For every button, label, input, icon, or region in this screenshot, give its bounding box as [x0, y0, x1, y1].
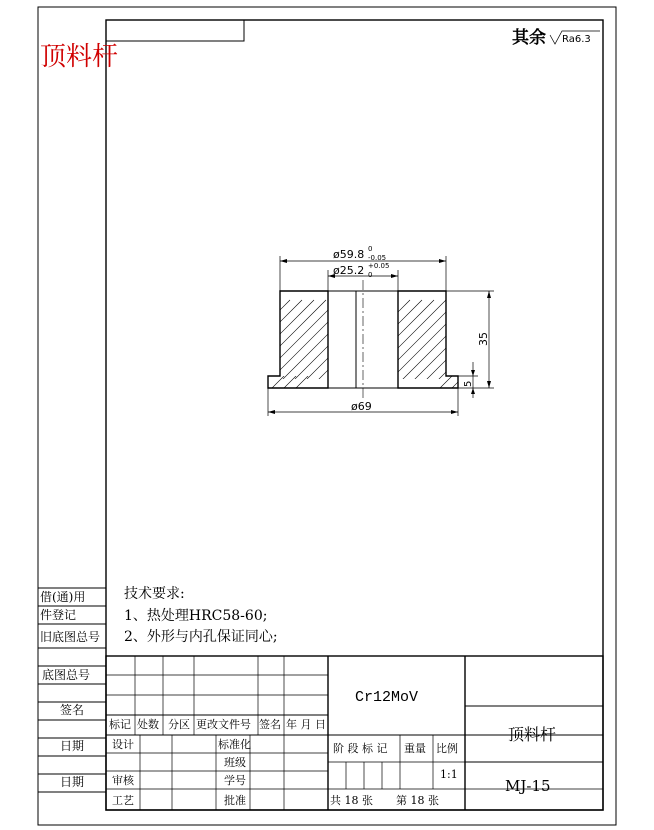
sheet-number: 第 18 张: [396, 794, 439, 807]
left-strip: [38, 588, 106, 792]
drawing-number: MJ-15: [505, 777, 551, 795]
rev-header-1: 标记: [109, 718, 131, 731]
tech-heading: 技术要求:: [124, 586, 185, 602]
tech-requirements: [124, 585, 278, 645]
sign-class-label: 班级: [224, 756, 246, 769]
outer-frame: [38, 7, 616, 825]
material: Cr12MoV: [355, 689, 419, 706]
rev-header-2: 处数: [137, 718, 159, 731]
dim-top-tol-upper: 0: [368, 245, 373, 253]
scale-header: 比例: [436, 742, 458, 755]
rev-header-5: 签名: [259, 718, 281, 731]
dim-top-diameter: ø59.8: [333, 248, 365, 261]
dim-flange-height: 5: [463, 380, 474, 387]
sign-standard-label: 标准化: [218, 738, 251, 751]
tech-item-2: 2、外形与内孔保证同心;: [124, 629, 278, 645]
part-name: 顶料杆: [508, 725, 557, 744]
weight-header: 重量: [404, 742, 426, 755]
strip-label-1: 借(通)用: [40, 590, 86, 604]
strip-label-7: 日期: [60, 775, 85, 789]
scale-value: 1:1: [440, 768, 458, 781]
top-left-box: [106, 20, 244, 41]
sign-design-label: 设计: [112, 738, 134, 751]
dim-top-tol-lower: -0.05: [368, 254, 387, 262]
strip-label-2: 件登记: [40, 608, 77, 622]
part-title-red: 顶料杆: [40, 42, 119, 72]
surface-finish-ra: Ra6.3: [562, 34, 591, 45]
dim-flange-diameter: ø69: [351, 400, 372, 413]
surface-finish: [512, 27, 600, 48]
sheet-total: 共 18 张: [330, 794, 373, 807]
stage-header: 阶 段 标 记: [333, 742, 388, 755]
strip-label-6: 日期: [60, 739, 85, 753]
tech-item-1: 1、热处理HRC58-60;: [124, 608, 268, 624]
sign-student-no-label: 学号: [224, 774, 246, 787]
dim-hole-tol-upper: +0.05: [368, 262, 390, 270]
sign-approve-label: 批准: [224, 794, 246, 807]
strip-label-5: 签名: [60, 703, 85, 717]
sign-review-label: 审核: [112, 774, 134, 787]
surface-finish-prefix: 其余: [512, 28, 546, 48]
dim-height: 35: [477, 332, 490, 346]
dim-hole-tol-lower: 0: [368, 271, 373, 279]
rev-header-4: 更改文件号: [196, 718, 251, 731]
strip-label-3: 旧底图总号: [40, 630, 101, 644]
rev-header-3: 分区: [168, 718, 190, 731]
title-block: [106, 656, 603, 810]
rev-header-6: 年 月 日: [286, 718, 326, 731]
dim-hole-diameter: ø25.2: [333, 264, 365, 277]
strip-label-4: 底图总号: [42, 668, 91, 682]
sign-process-label: 工艺: [112, 794, 134, 807]
